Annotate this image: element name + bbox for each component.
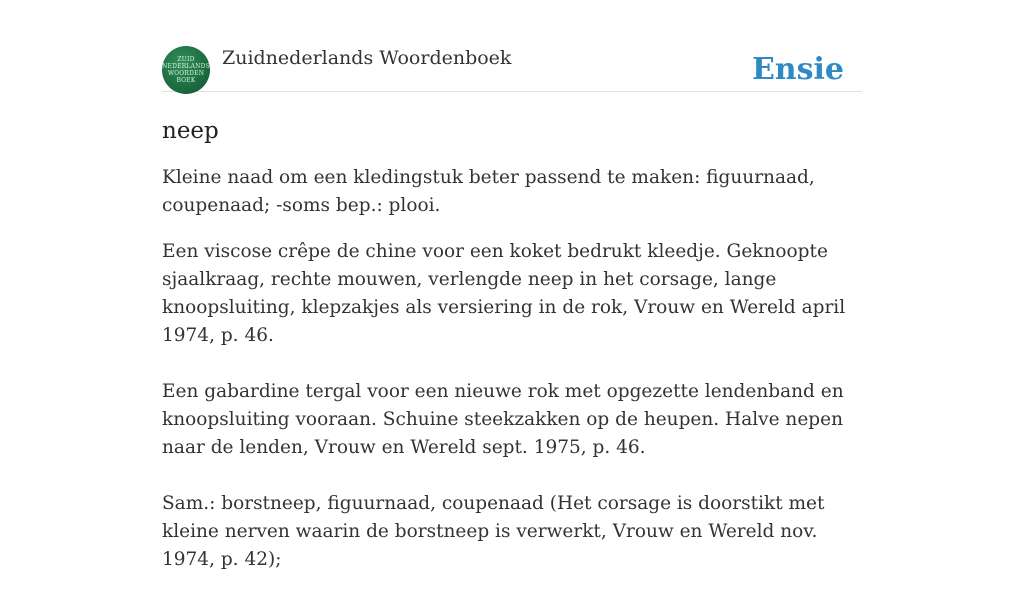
entry-term: neep [162, 118, 219, 144]
logo-text-line: ZUID [177, 56, 195, 63]
entry-card [162, 44, 862, 602]
source-name-link[interactable]: Zuidnederlands Woordenboek [222, 47, 512, 69]
example-paragraph: Een gabardine tergal voor een nieuwe rok met opgezette lendenband en knoopsluiting vooraan. Schuine steekzakken op de heupen. Halve nepen naar de lenden, Vrouw en Wereld sept. 1975, p. 46. [162, 381, 844, 458]
logo-text-line: BOEK [176, 77, 196, 84]
logo-text-line: NEDERLANDS [162, 63, 210, 70]
entry-examples [162, 238, 862, 574]
example-paragraph: Een viscose crêpe de chine voor een koket bedrukt kleedje. Geknoopte sjaalkraag, rechte mouwen, verlengde neep in het corsage, lange knoopsluiting, klepzakjes als versiering in de rok, Vrouw en Wereld april 1974, p. 46. [162, 241, 846, 346]
header [162, 44, 862, 92]
entry-definition: Kleine naad om een kledingstuk beter passend te maken: figuurnaad, coupenaad; -soms bep.: plooi. [162, 167, 815, 216]
logo-text-line: WOORDEN [167, 70, 205, 77]
source-logo[interactable] [162, 46, 210, 94]
brand-logo[interactable]: Ensie [751, 52, 844, 87]
example-paragraph: Sam.: borstneep, figuurnaad, coupenaad (Het corsage is doorstikt met kleine nerven waarin de borstneep is verwerkt, Vrouw en Wereld nov. 1974, p. 42); [162, 493, 825, 570]
